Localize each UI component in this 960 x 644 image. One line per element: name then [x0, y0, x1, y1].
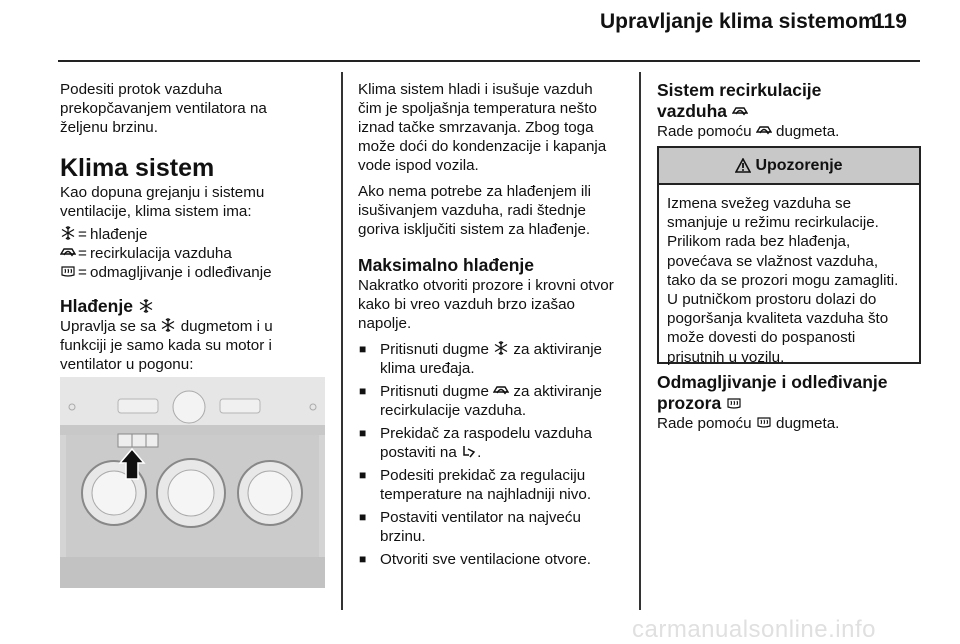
- defrost-heading: Odmagljivanje i odleđivanje: [657, 372, 888, 392]
- defrost-text: Rade pomoću dugmeta.: [657, 415, 840, 432]
- intro-line: Podesiti protok vazduha: [60, 81, 223, 98]
- page-number: 119: [873, 10, 907, 33]
- warning-line: prisutnih u vozilu.: [667, 348, 785, 366]
- warning-header: [659, 148, 919, 185]
- column-middle: [358, 80, 633, 573]
- warning-box: [657, 146, 921, 364]
- list-item: ■ Postaviti ventilator na najveću brzinu.: [358, 508, 633, 546]
- klima-text: Kao dopuna grejanju i sistemu: [60, 184, 265, 201]
- bullet-list: [358, 340, 633, 569]
- recirculation-icon: [732, 103, 748, 119]
- defrost-icon: [726, 395, 742, 411]
- defrost-icon: [60, 263, 76, 279]
- warning-line: tako da se prozori mogu zamagliti.: [667, 271, 899, 289]
- legend-label: hlađenje: [90, 226, 148, 243]
- warning-line: smanjuje u režimu recirkulacije.: [667, 214, 879, 232]
- paragraph-line: kako bi vreo vazduh brzo izašao: [358, 296, 575, 313]
- defrost-heading: prozora: [657, 393, 919, 414]
- intro-line: prekopčavanjem ventilatora na: [60, 100, 267, 117]
- recirculation-icon: [756, 122, 772, 138]
- hladjenje-heading: Hlađenje: [60, 296, 332, 317]
- recirculation-heading: vazduha: [657, 101, 919, 122]
- list-item: ■ Podesiti prekidač za regulaciju temperature na najhladniji nivo.: [358, 466, 633, 504]
- warning-line: može dovesti do pospanosti: [667, 329, 856, 347]
- warning-title: Upozorenje: [755, 156, 843, 174]
- list-item: ■ Otvoriti sve ventilacione otvore.: [358, 550, 633, 569]
- paragraph-line: Nakratko otvoriti prozore i krovni otvor: [358, 277, 614, 294]
- column-divider: [639, 72, 641, 610]
- defrost-section: [657, 372, 919, 433]
- defrost-icon: [756, 414, 772, 430]
- header-divider: [58, 60, 920, 62]
- paragraph-line: iznad tačke smrzavanja. Zbog toga: [358, 119, 594, 136]
- page-header-title: Upravljanje klima sistemom: [600, 10, 877, 33]
- warning-line: U putničkom prostoru dolazi do: [667, 291, 877, 309]
- snowflake-icon: [60, 225, 76, 241]
- warning-line: povećava se vlažnost vazduha,: [667, 252, 879, 270]
- warning-line: pogoršanja kvaliteta vazduha što: [667, 310, 889, 328]
- recirculation-icon: [60, 244, 76, 260]
- paragraph-line: Ako nema potrebe za hlađenjem ili: [358, 183, 592, 200]
- watermark: carmanualsonline.info: [632, 616, 876, 643]
- klima-heading: Klima sistem: [60, 154, 215, 182]
- warning-line: Izmena svežeg vazduha se: [667, 195, 852, 212]
- paragraph-line: može doći do kondenzacije i kapanja: [358, 138, 607, 155]
- snowflake-icon: [138, 298, 154, 314]
- legend-label: odmagljivanje i odleđivanje: [90, 264, 272, 281]
- max-cooling-heading: Maksimalno hlađenje: [358, 255, 535, 275]
- recirculation-text: Rade pomoću dugmeta.: [657, 123, 840, 140]
- climate-control-panel-illustration: [60, 377, 325, 588]
- snowflake-icon: [160, 317, 176, 333]
- warning-icon: [735, 158, 751, 173]
- foot-vent-icon: [461, 443, 477, 459]
- legend-eq: =: [78, 245, 87, 262]
- column-left: [60, 80, 332, 374]
- list-item: ■ Prekidač za raspodelu vazduha postaviti na .: [358, 424, 633, 462]
- paragraph-line: čim je spoljašnja temperatura nešto: [358, 100, 597, 117]
- legend-eq: =: [78, 226, 87, 243]
- column-right: [657, 80, 919, 141]
- recirculation-icon: [493, 382, 509, 398]
- list-item: ■ Pritisnuti dugme za aktiviranje klima uređaja.: [358, 340, 633, 378]
- snowflake-icon: [493, 340, 509, 356]
- intro-line: željenu brzinu.: [60, 119, 158, 136]
- hladjenje-text: Upravlja se sa dugmetom i u: [60, 318, 273, 335]
- paragraph-line: isušivanjem vazduha, radi štednje: [358, 202, 586, 219]
- legend-eq: =: [78, 264, 87, 281]
- hladjenje-text: ventilator u pogonu:: [60, 356, 194, 373]
- recirculation-heading: Sistem recirkulacije: [657, 80, 822, 100]
- list-item: ■ Pritisnuti dugme za aktiviranje recirkulacije vazduha.: [358, 382, 633, 420]
- warning-line: Prilikom rada bez hlađenja,: [667, 233, 851, 251]
- klima-text: ventilacije, klima sistem ima:: [60, 203, 252, 220]
- paragraph-line: vode ispod vozila.: [358, 157, 479, 174]
- paragraph-line: goriva isključiti sistem za hlađenje.: [358, 221, 591, 238]
- hladjenje-text: funkciji je samo kada su motor i: [60, 337, 272, 354]
- legend-label: recirkulacija vazduha: [90, 245, 232, 262]
- column-divider: [341, 72, 343, 610]
- paragraph-line: Klima sistem hladi i isušuje vazduh: [358, 81, 593, 98]
- warning-body: [659, 185, 919, 367]
- symbol-legend: [60, 225, 332, 282]
- paragraph-line: napolje.: [358, 315, 412, 332]
